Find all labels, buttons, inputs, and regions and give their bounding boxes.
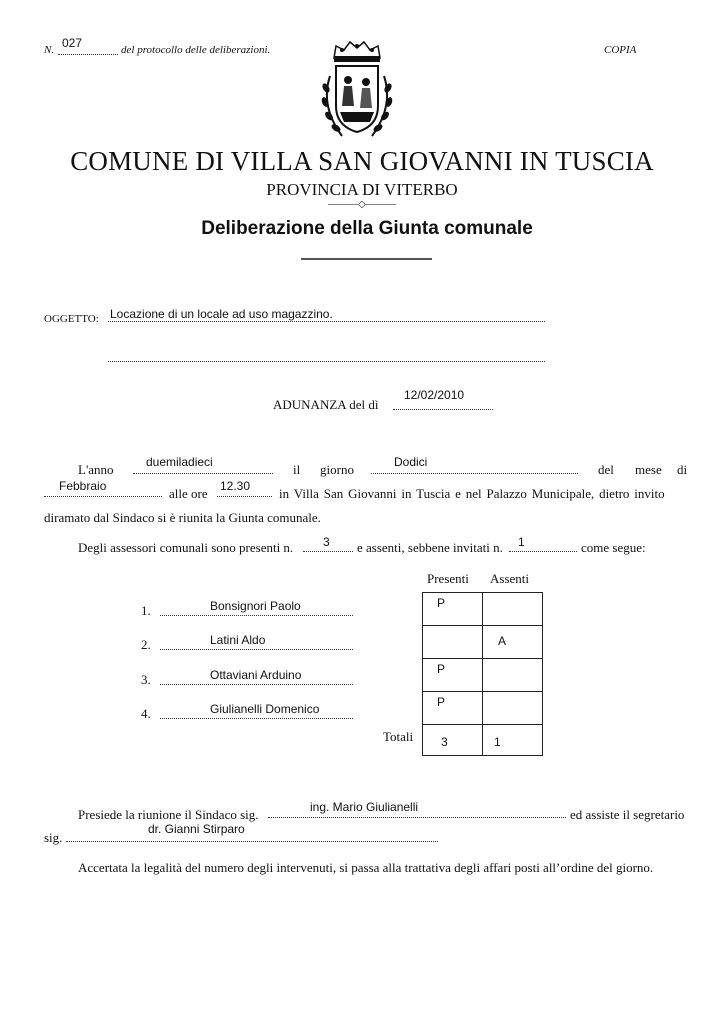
absent-count: 1 [518, 535, 525, 549]
table-row [423, 725, 543, 756]
secretary-line [66, 841, 438, 842]
member-4-present: P [423, 692, 483, 725]
subject-label: OGGETTO: [44, 313, 99, 325]
time-value: 12.30 [220, 479, 251, 493]
year-value: duemiladieci [146, 455, 213, 469]
time-label: alle ore [169, 486, 208, 501]
attendance-text-3: come segue: [581, 540, 646, 555]
municipality-title: COMUNE DI VILLA SAN GIOVANNI IN TUSCIA [70, 146, 654, 176]
meeting-label: ADUNANZA del dì [273, 397, 379, 412]
table-row [423, 659, 543, 692]
closing-statement: Accertata la legalità del numero degli intervenuti, si passa alla trattativa degli affari posti all’ordine del giorno. [78, 860, 654, 875]
member-3-absent [483, 659, 543, 692]
total-present: 3 [423, 725, 483, 756]
protocol-number-line [58, 54, 118, 55]
time-line [217, 496, 272, 497]
meeting-date: 12/02/2010 [404, 388, 465, 402]
member-1-present: P [423, 593, 483, 626]
month-label-mese: mese [635, 462, 662, 477]
member-2-name: Latini Aldo [210, 633, 266, 647]
attendance-text-2: e assenti, sebbene invitati n. [357, 540, 503, 555]
member-4-name: Giulianelli Domenico [210, 702, 320, 716]
table-row [423, 626, 543, 659]
total-absent: 1 [483, 725, 543, 756]
member-2-absent: A [483, 626, 543, 659]
absent-count-line [509, 551, 577, 552]
subject-value: Locazione di un locale ad uso magazzino. [110, 307, 333, 321]
province-subtitle: PROVINCIA DI VITERBO [266, 180, 458, 199]
heading-underline [301, 258, 432, 260]
member-3-present: P [423, 659, 483, 692]
member-3-name: Ottaviani Arduino [210, 668, 302, 682]
protocol-prefix: N. [44, 44, 55, 56]
place-text: in Villa San Giovanni in Tuscia e nel Palazzo Municipale, dietro invito [279, 486, 665, 501]
month-line [44, 496, 162, 497]
chair-text-2: ed assiste il segretario [570, 807, 685, 822]
attendance-table [422, 592, 543, 756]
member-2-num: 2. [141, 637, 151, 652]
member-1-line [160, 615, 353, 616]
member-4-line [160, 718, 353, 719]
subject-line-1 [108, 321, 545, 322]
member-1-num: 1. [141, 603, 151, 618]
member-2-line [160, 649, 353, 650]
secretary-name: dr. Gianni Stirparo [148, 822, 245, 836]
chair-text-3: sig. [44, 830, 63, 845]
day-value: Dodici [394, 455, 428, 469]
present-count-line [303, 551, 353, 552]
chair-text-1: Presiede la riunione il Sindaco sig. [78, 807, 259, 822]
title-ornament: ———◇——— [328, 199, 396, 210]
mayor-name: ing. Mario Giulianelli [310, 800, 419, 814]
member-1-name: Bonsignori Paolo [210, 599, 301, 613]
year-label: L'anno [78, 462, 114, 477]
day-label-il: il [293, 462, 301, 477]
month-label-del: del [598, 462, 614, 477]
coat-of-arms-emblem [312, 36, 402, 144]
member-3-line [160, 684, 353, 685]
table-row [423, 593, 543, 626]
month-value: Febbraio [59, 479, 107, 493]
totals-label: Totali [383, 729, 414, 744]
day-line [371, 473, 578, 474]
member-2-present [423, 626, 483, 659]
col-present-header: Presenti [427, 571, 469, 586]
member-3-num: 3. [141, 672, 151, 687]
present-count: 3 [323, 535, 330, 549]
day-label-giorno: giorno [320, 462, 354, 477]
attendance-text-1: Degli assessori comunali sono presenti n. [78, 540, 294, 555]
month-label-di: di [677, 462, 688, 477]
member-4-num: 4. [141, 706, 151, 721]
col-absent-header: Assenti [490, 571, 529, 586]
protocol-number: 027 [62, 36, 83, 50]
document-type-heading: Deliberazione della Giunta comunale [201, 218, 533, 239]
meeting-date-line [393, 409, 493, 410]
year-line [133, 473, 273, 474]
mayor-line [268, 817, 566, 818]
intro-line-3: diramato dal Sindaco si è riunita la Giunta comunale. [44, 510, 321, 525]
member-1-absent [483, 593, 543, 626]
copy-label: COPIA [604, 44, 637, 56]
protocol-suffix: del protocollo delle deliberazioni. [121, 44, 271, 56]
subject-line-2 [108, 361, 545, 362]
table-row [423, 692, 543, 725]
member-4-absent [483, 692, 543, 725]
